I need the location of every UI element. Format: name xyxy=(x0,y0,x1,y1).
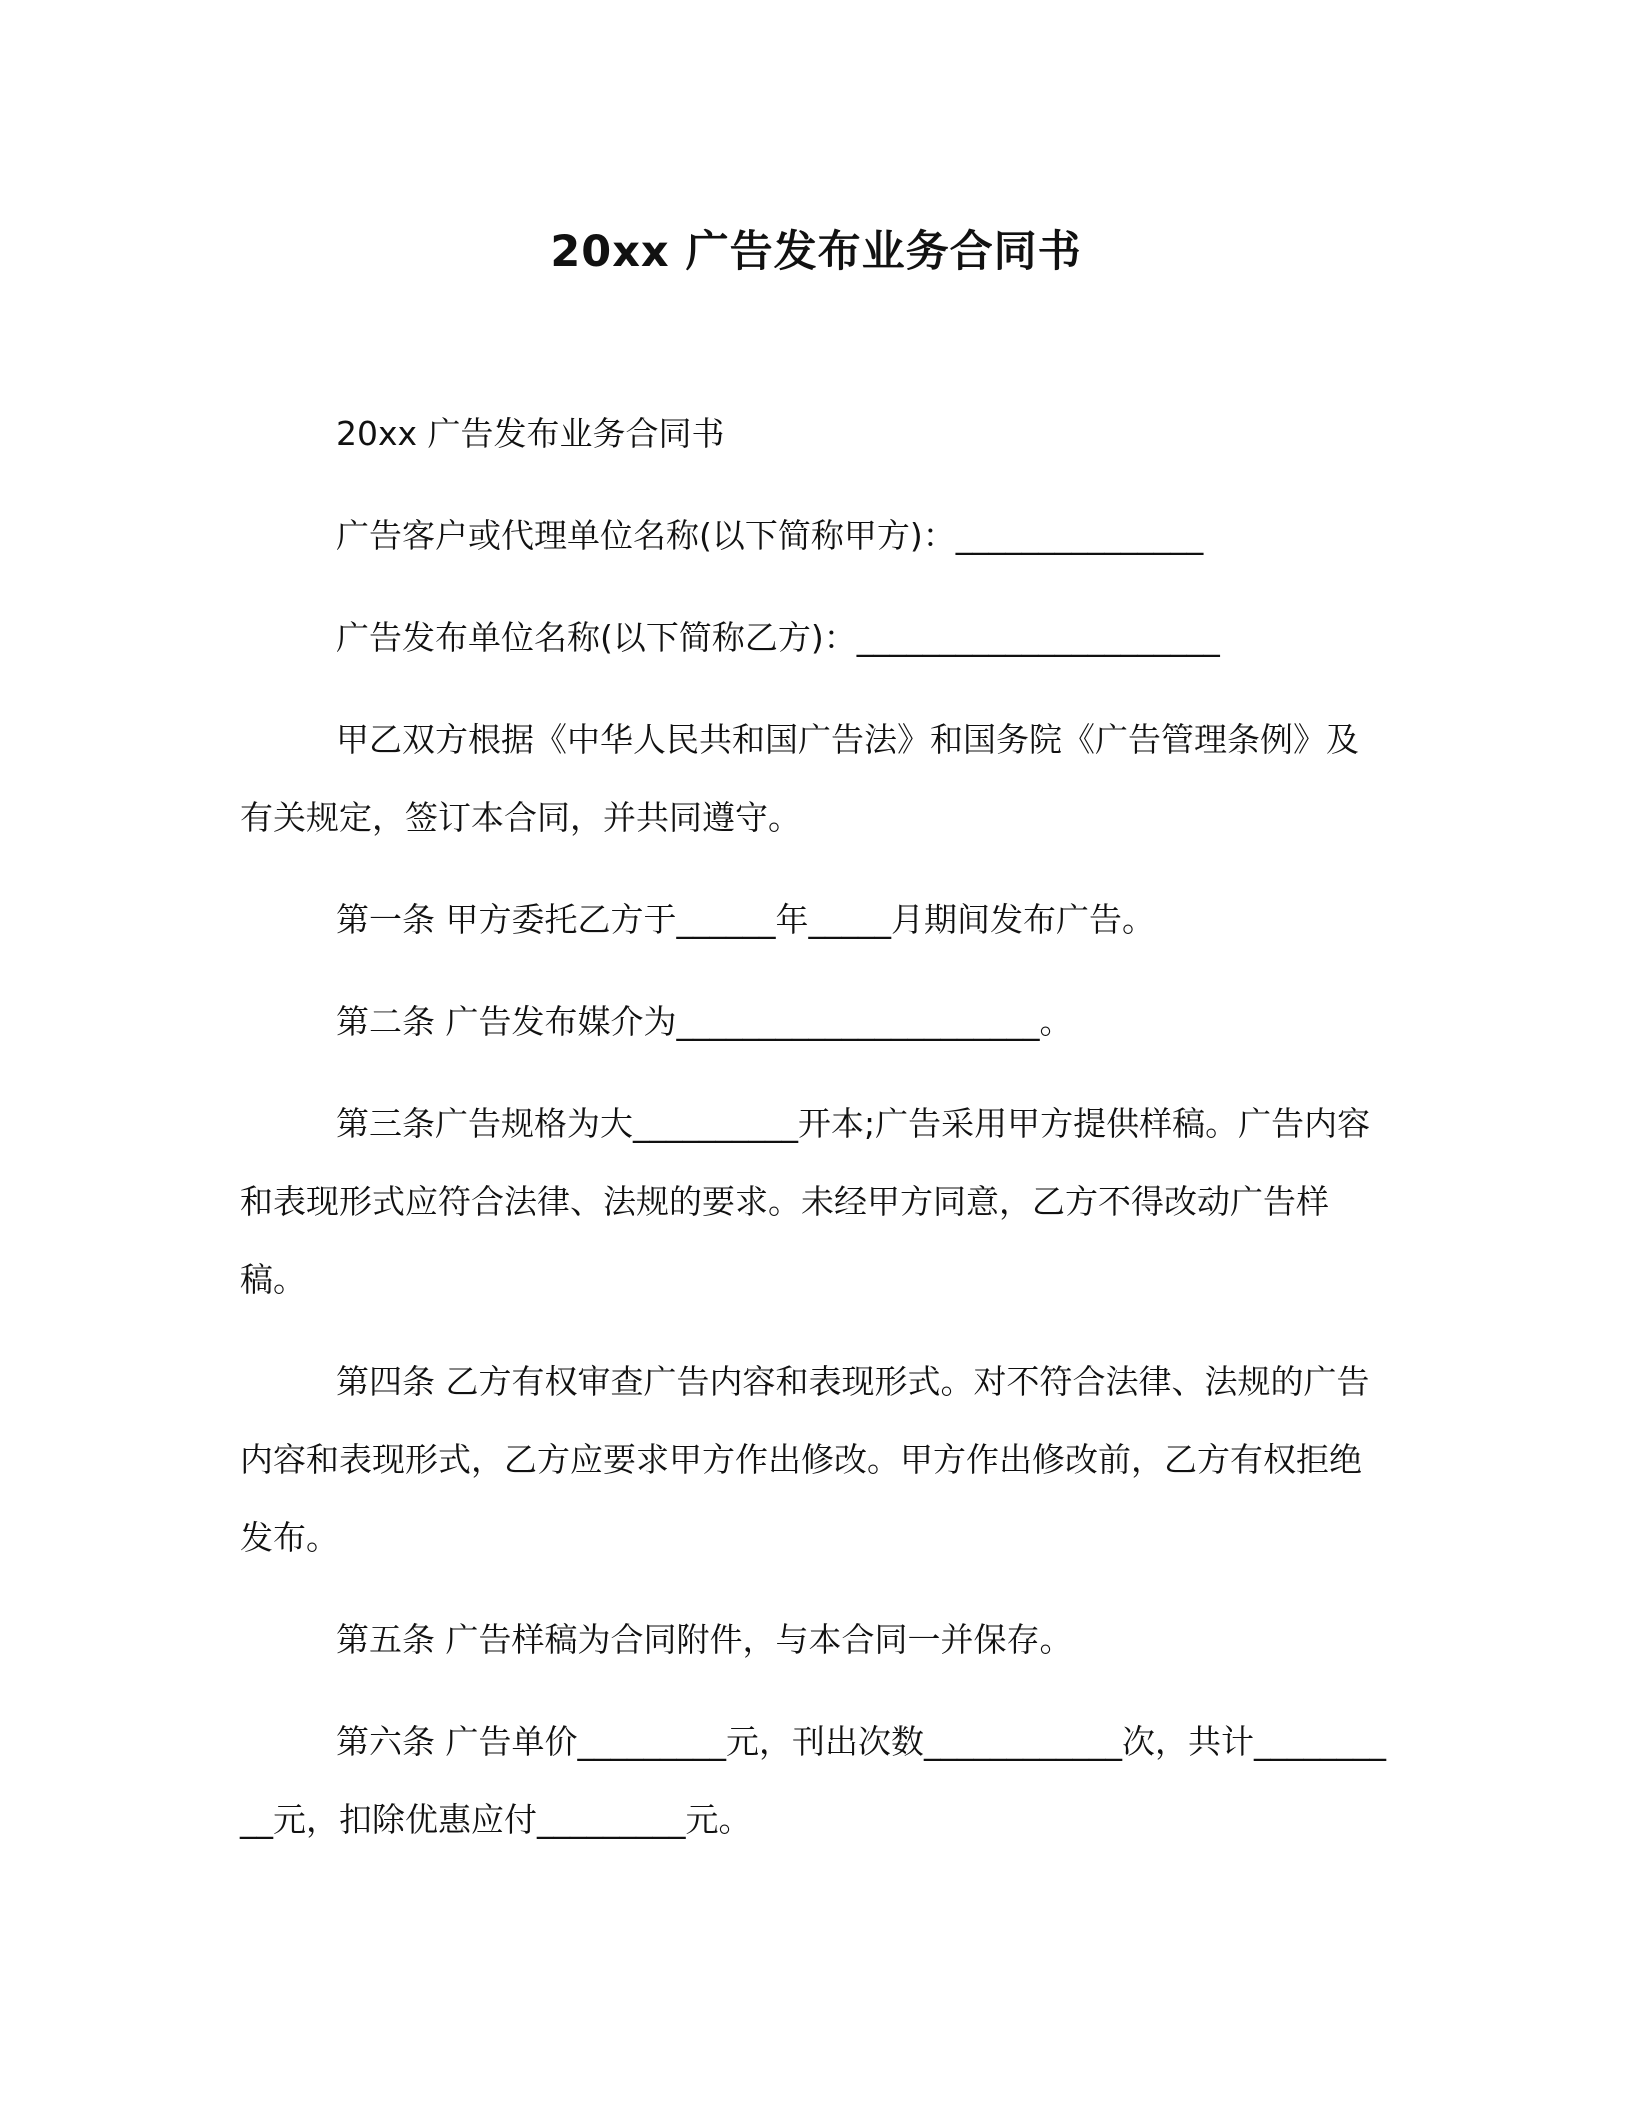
paragraph-article-4: 第四条 乙方有权审查广告内容和表现形式。对不符合法律、法规的广告内容和表现形式，乙方应要求甲方作出修改。甲方作出修改前，乙方有权拒绝发布。 xyxy=(240,1362,1370,1557)
document-title: 20xx 广告发布业务合同书 xyxy=(550,227,1082,277)
paragraph-party-b: 广告发布单位名称(以下简称乙方)：______________________ xyxy=(336,618,1220,657)
paragraph-article-1: 第一条 甲方委托乙方于______年_____月期间发布广告。 xyxy=(336,900,1155,939)
paragraph-heading: 20xx 广告发布业务合同书 xyxy=(336,414,725,453)
paragraph-article-6: 第六条 广告单价_________元，刊出次数____________次，共计__________元，扣除优惠应付_________元。 xyxy=(240,1722,1386,1839)
paragraph-party-a: 广告客户或代理单位名称(以下简称甲方)：_______________ xyxy=(336,516,1204,555)
document-body xyxy=(240,395,1390,1883)
paragraph-article-2: 第二条 广告发布媒介为______________________。 xyxy=(336,1002,1073,1041)
paragraph-article-3: 第三条广告规格为大__________开本;广告采用甲方提供样稿。广告内容和表现形式应符合法律、法规的要求。未经甲方同意，乙方不得改动广告样稿。 xyxy=(240,1104,1371,1299)
paragraph-article-5: 第五条 广告样稿为合同附件，与本合同一并保存。 xyxy=(336,1620,1073,1659)
paragraph-preamble: 甲乙双方根据《中华人民共和国广告法》和国务院《广告管理条例》及有关规定，签订本合同，并共同遵守。 xyxy=(240,720,1359,837)
